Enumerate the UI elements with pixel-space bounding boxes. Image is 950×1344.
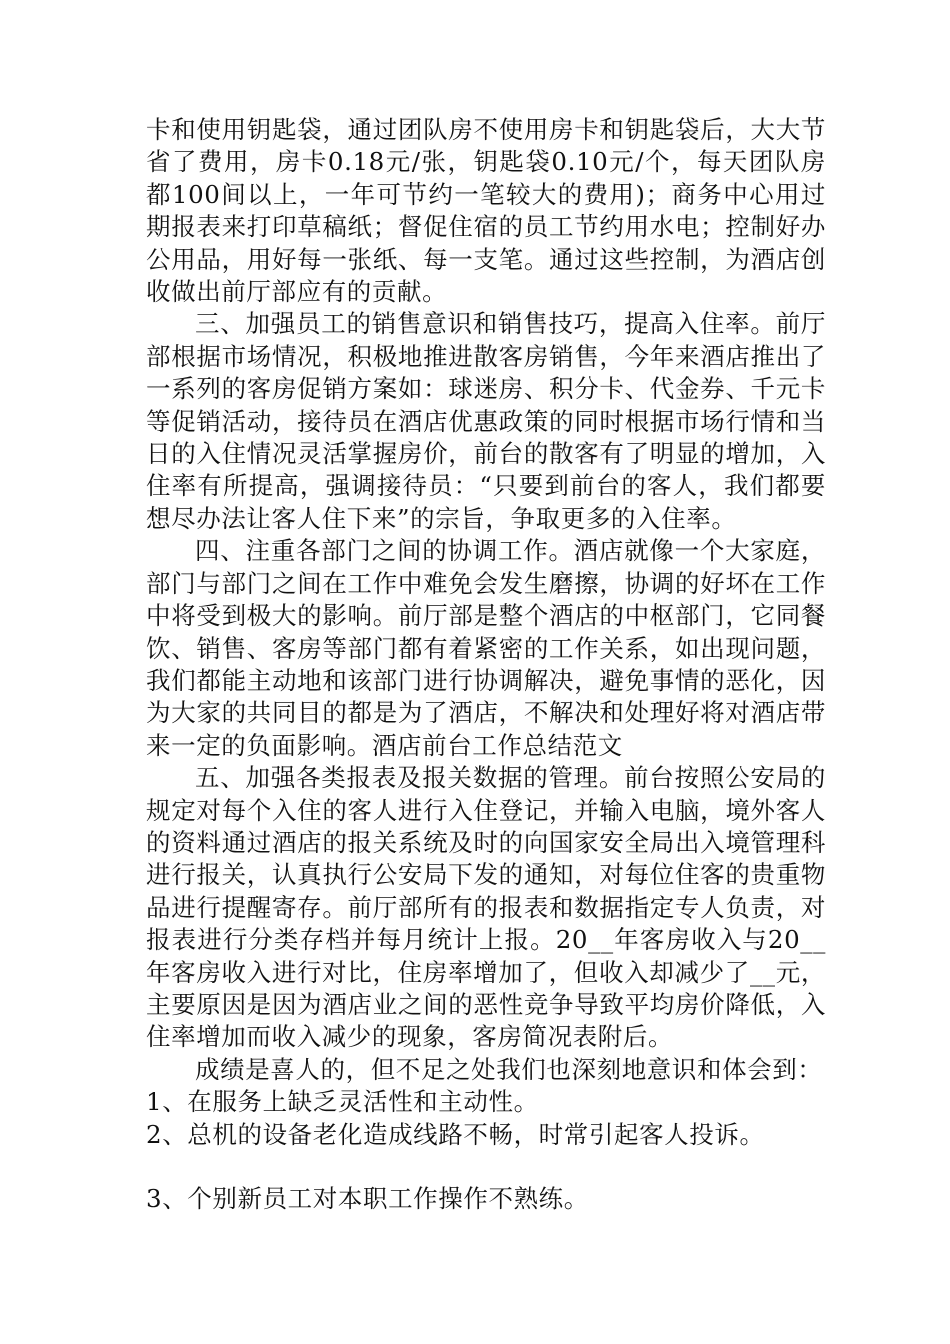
paragraph-reports: 五、加强各类报表及报关数据的管理。前台按照公安局的规定对每个入住的客人进行入住登记，并输入电脑，境外客人的资料通过酒店的报关系统及时的向国家安全局出入境管理科进行报关，认真执行公安局下发的通知，对每位住客的贵重物品进行提醒寄存。前厅部所有的报表和数据指定专人负责，对报表进行分类存档并每月统计上报。20__年客房收入与20__年客房收入进行对比，住房率增加了，但收入却减少了__元，主要原因是因为酒店业之间的恶性竞争导致平均房价降低，入住率增加而收入减少的现象，客房简况表附后。 (146, 763, 826, 1052)
paragraph-cost-saving: 卡和使用钥匙袋，通过团队房不使用房卡和钥匙袋后，大大节省了费用，房卡0.18元/张，钥匙袋0.10元/个，每天团队房都100间以上，一年可节约一笔较大的费用)；商务中心用过期报表来打印草稿纸；督促住宿的员工节约用水电；控制好办公用品，用好每一张纸、每一支笔。通过这些控制，为酒店创收做出前厅部应有的贡献。 (146, 115, 826, 307)
document-body (146, 114, 826, 1215)
paragraph-shortcomings-intro: 成绩是喜人的，但不足之处我们也深刻地意识和体会到： (195, 1054, 823, 1084)
shortcoming-item-3: 3、个别新员工对本职工作操作不熟练。 (146, 1184, 589, 1213)
shortcoming-item-2: 2、总机的设备老化造成线路不畅，时常引起客人投诉。 (146, 1119, 765, 1149)
paragraph-coordination: 四、注重各部门之间的协调工作。酒店就像一个大家庭，部门与部门之间在工作中难免会发生磨擦，协调的好坏在工作中将受到极大的影响。前厅部是整个酒店的中枢部门，它同餐饮、销售、客房等部门都有着紧密的工作关系，如出现问题，我们都能主动地和该部门进行协调解决，避免事情的恶化，因为大家的共同目的都是为了酒店，不解决和处理好将对酒店带来一定的负面影响。酒店前台工作总结范文 (146, 536, 826, 760)
shortcoming-item-1: 1、在服务上缺乏灵活性和主动性。 (146, 1087, 539, 1117)
paragraph-sales: 三、加强员工的销售意识和销售技巧，提高入住率。前厅部根据市场情况，积极地推进散客房销售，今年来酒店推出了一系列的客房促销方案如：球迷房、积分卡、代金券、千元卡等促销活动，接待员在酒店优惠政策的同时根据市场行情和当日的入住情况灵活掌握房价，前台的散客有了明显的增加，入住率有所提高，强调接待员：“只要到前台的客人，我们都要想尽办法让客人住下来”的宗旨，争取更多的入住率。 (146, 309, 826, 533)
